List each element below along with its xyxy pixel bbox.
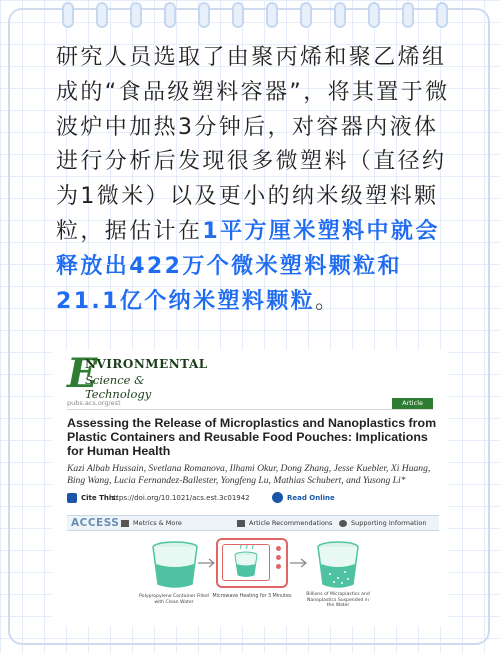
access-toolbar [67, 515, 439, 531]
binder-ring [164, 2, 176, 28]
binder-ring [436, 2, 448, 28]
doi-link[interactable]: https://doi.org/10.1021/acs.est.3c01942 [109, 494, 250, 502]
binder-ring [62, 2, 74, 28]
journal-logo-line2: Science & Technology [85, 373, 152, 401]
metrics-icon [121, 520, 129, 527]
journal-logo-letter: E [67, 350, 98, 397]
citation-row [67, 491, 433, 507]
arrow-right-icon [290, 558, 310, 568]
recommendations-link[interactable]: Article Recommendations [249, 519, 333, 527]
post-body-text [56, 41, 456, 319]
binder-rings [0, 0, 500, 30]
binder-ring [232, 2, 244, 28]
binder-ring [130, 2, 142, 28]
contaminated-water-cup-icon [308, 540, 368, 590]
cite-icon [67, 493, 77, 503]
metrics-link[interactable]: Metrics & More [133, 519, 182, 527]
paper-screenshot [52, 350, 448, 626]
microwave-icon [216, 538, 288, 588]
supporting-info-icon [339, 520, 347, 527]
paper-title: Assessing the Release of Microplastics and Nanoplastics from Plastic Containers and Reusable Food Pouches: Implications for Human Health [67, 416, 437, 458]
binder-ring [198, 2, 210, 28]
journal-logo [67, 350, 208, 401]
microwave-caption: Microwave Heating for 3 Minutes [212, 594, 292, 599]
read-online-icon [272, 492, 283, 503]
graphical-abstract [134, 536, 370, 626]
journal-header-rule [67, 399, 433, 410]
binder-ring [300, 2, 312, 28]
read-online-link[interactable]: Read Online [287, 494, 335, 502]
microwave-control-panel [274, 546, 283, 580]
access-label: ACCESS [71, 517, 120, 529]
heated-cup-icon [224, 545, 268, 579]
cite-label: Cite This: [81, 494, 119, 502]
microwave-door [222, 544, 270, 581]
binder-ring [402, 2, 414, 28]
binder-ring [368, 2, 380, 28]
post-text-plain: 研究人员选取了由聚丙烯和聚乙烯组成的“食品级塑料容器”，将其置于微波炉中加热3分钟后，对容器内液体进行分析后发现很多微塑料（直径约为1微米）以及更小的纳米级塑料颗粒，据估计在 [56, 45, 450, 244]
post-text-plain-end: 。 [315, 288, 340, 314]
journal-logo-line1: NVIRONMENTAL [85, 357, 208, 371]
supporting-info-link[interactable]: Supporting Information [351, 519, 427, 527]
article-type-badge: Article [392, 398, 433, 409]
recommendations-icon [237, 520, 245, 527]
binder-ring [334, 2, 346, 28]
binder-ring [96, 2, 108, 28]
cup2-caption: Billions of Microplastics and Nanoplastics Suspended in the Water [306, 592, 370, 609]
microwave-knob [276, 555, 281, 560]
post-text-highlight: 1平方厘米塑料中就会释放出422万个微米塑料颗粒和21.1亿个纳米塑料颗粒 [56, 218, 440, 314]
microwave-knob [276, 564, 281, 569]
paper-authors: Kazi Albab Hussain, Svetlana Romanova, Ilhami Okur, Dong Zhang, Jesse Kuebler, Xi Huang, Bing Wang, Lucia Fernandez-Ballester, Yongfeng Lu, Mathias Schubert, and Yusong Li* [67, 463, 431, 486]
microwave-knob [276, 546, 281, 551]
cup1-caption: Polypropylene Container Filled with Clean Water [139, 594, 209, 605]
binder-ring [266, 2, 278, 28]
arrow-right-icon [198, 558, 218, 568]
journal-url-link[interactable]: pubs.acs.org/est [67, 399, 121, 407]
